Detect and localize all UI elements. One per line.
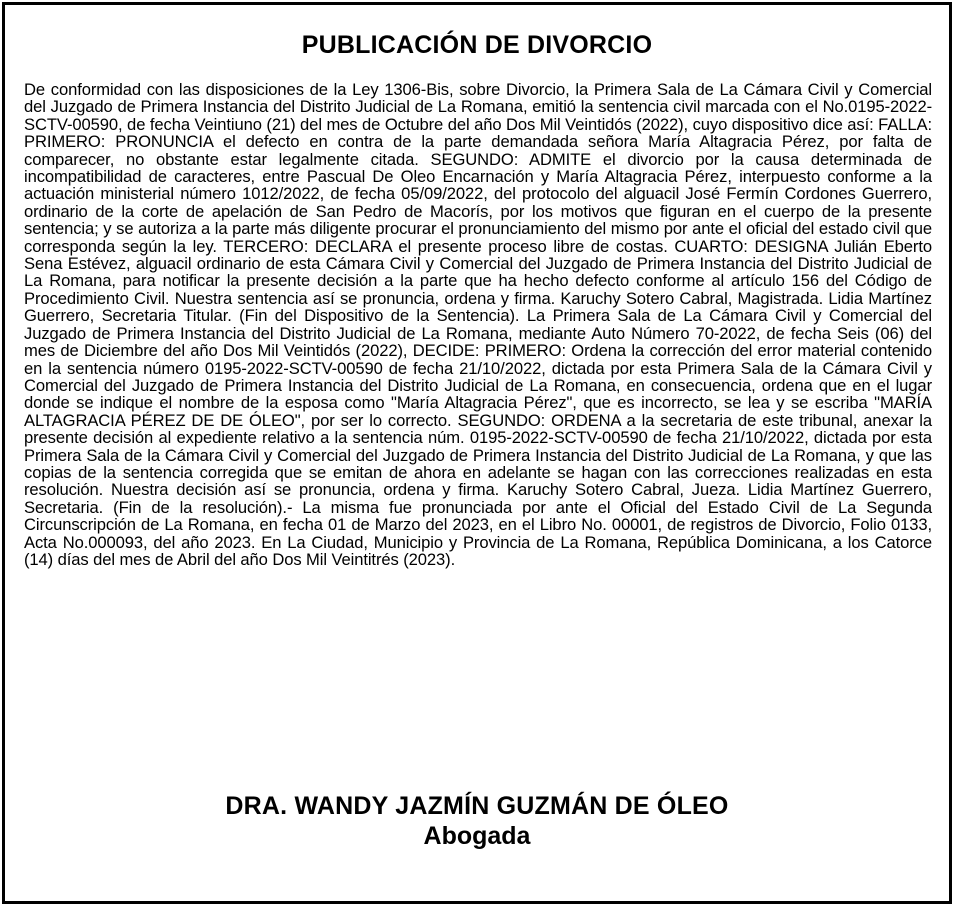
body-text-part-1: De conformidad con las disposiciones de la Ley 1306-Bis, sobre Divorcio, la Primera Sala de La Cámara Civil y Comercial del Juzgado de Primera Instancia del Distrito Judicial de La Romana, emitió la sentencia civil marcada con el No.0195-2022-SCTV-00590, de fecha Veintiuno (21) del mes de Octubre del año Dos Mil Veintidós (2022), cuyo dispositivo dice así: FALLA: PRIMERO: PRONUNCIA el defecto en contra de la parte demandada señora María Altagracia Pérez, por falta de comparecer, no obstante estar legalmente citada. SEGUNDO: ADMITE el divorcio por la causa determinada de incompatibilidad de caracteres, entre Pascual De Oleo Encarnación y María Altagracia Pérez, interpuesto conforme a la actuación ministerial número 1012/2022, de fecha 05/09/2022, del protocolo del alguacil José Fermín Cordones Guerrero, ordinario de la corte de apelación de San Pedro de Macorís, por los motivos que figuran en el cuerpo de la presente sentencia; y se autoriza a la parte más diligente procurar el pronunciamiento del mismo por ante el oficial del estado civil que corresponda según la ley. TERCERO: DECLARA el presente proceso libre de costas. CUARTO: DESIGNA Julián Eberto Sena Estévez, alguacil ordinario de esta Cámara Civil y Comercial del Juzgado de Primera Instancia del Distrito Judicial de La Romana, para notificar la presente decisión a la parte que ha hecho defecto conforme al artículo 156 del Código de Procedimiento Civil. Nuestra sentencia así se pronuncia, ordena y firma. Karuchy Sotero Cabral, Magistrada. Lidia Martínez Guerrero, Secretaria Titular. (Fin del Dispositivo de la Sentencia). La Primera Sala de La Cámara Civil y Comercial del Juzgado de Primera Instancia del Distrito Judicial de La Romana, mediante Auto Número 70-2022, de fecha Seis (06) del mes de Diciembre del año Dos Mil Veintidós (2022), DECIDE: PRIMERO: Ordena la corrección del error material contenido en la sentencia número 0195-2022-SCTV-00590 de fecha 21/10/2022, dictada por esta Primera Sala de la Cámara Civil y Comercial del Juzgado de Primera Instancia del Distrito Judicial de La Romana, en consecuencia, ordena que en el lugar donde se indique el nombre de la xyxy=(24,80,932,413)
notice-title: PUBLICACIÓN DE DIVORCIO xyxy=(301,31,653,59)
notice-body xyxy=(24,81,932,568)
body-text-part-3: Libro No. 00001, de registros de Divorcio, Folio 0133, Acta No.000093, del año 2023. En La Ciudad, Municipio y Provincia de La Romana, República Dominicana, a los Catorce (14) días del mes de Abril del año Dos Mil Veintitrés (2023). xyxy=(24,515,932,569)
notice-frame xyxy=(2,2,952,904)
signature-role: Abogada xyxy=(423,822,531,850)
body-text-part-2: esposa como "María Altagracia Pérez", que es incorrecto, se lea y se escriba "MARÍA ALTAGRACIA PÉREZ DE DE ÓLEO", por ser lo correcto. SEGUNDO: ORDENA a la secretaria de este tribunal, anexar la presente decisión al expediente relativo a la sentencia núm. 0195-2022-SCTV-00590 de fecha 21/10/2022, dictada por esta Primera Sala de la Cámara Civil y Comercial del Juzgado de Primera Instancia del Distrito Judicial de La Romana, y que las copias de la sentencia corregida que se emitan de ahora en adelante se hagan con las correcciones realizadas en esta resolución. Nuestra decisión así se pronuncia, ordena y firma. Karuchy Sotero Cabral, Jueza. Lidia Martínez Guerrero, Secretaria. (Fin de la resolución).- La misma fue pronunciada por ante el Oficial del Estado Civil de La Segunda Circunscripción de La Romana, en fecha 01 de Marzo del 2023, en el xyxy=(24,393,933,535)
signature-block xyxy=(5,791,949,851)
signature-name: DRA. WANDY JAZMÍN GUZMÁN DE ÓLEO xyxy=(225,792,729,820)
